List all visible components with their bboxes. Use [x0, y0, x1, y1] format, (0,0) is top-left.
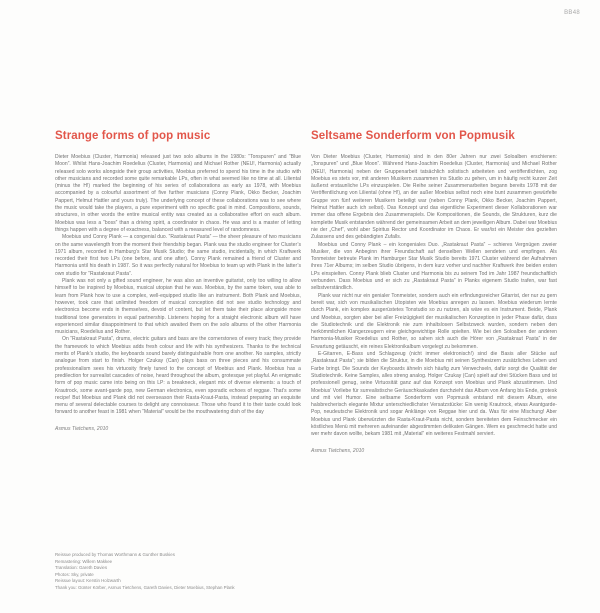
text-columns: [55, 130, 557, 455]
german-author-signature: Asmus Tietchens, 2010: [311, 447, 365, 454]
german-paragraph-1: Von Dieter Moebius (Cluster, Harmonia) sind in den 80er Jahren nur zwei Soloalben erschienen: „Tonspuren“ und „Blue Moon“. Während Hans-Joachim Roedelius (Cluster, Harmonia) und Michael Rother (NEU!, Harmonia) neben der Gruppenarbeit tatsächlich solistisch arbeiteten und veröffentlichten, zog Moebius es stets vor, mit anderen Musikern zusammen ins Studio zu gehen, um in häufig recht kurzer Zeit äußerst erstaunliche LPs einzuspielen. Die Reihe seiner Zusammenarbeiten begann bereits 1978 mit der Veröffentlichung von Liliental (ohne H!), an der außer Moebius selbst noch eine bunt zusammen gewürfelte Gruppe von fünf weiteren Musikern beteiligt war (neben Conny Plank, Okko Becker, Joachim Pappert, Helmut Hattler auch ich selbst). Das Konzept und das eigentliche Experiment dieser Kollaborationen war immer das offene Ergebnis des Zusammenspiels. Die Kompositionen, die Sounds, die Strukturen, kurz die komplette Musik entstanden während der gemeinsamen Arbeit an dem jeweiligen Album. Dabei war Moebius nie der „Chef“, wohl aber Spiritus Rector und Koordinator im Chaos. Er war/ist ein Meister des gezielten Zulassens und des gebändigten Zufalls.: [311, 154, 557, 241]
credit-line-remastering: Remastering: Willem Makkee: [55, 558, 113, 564]
german-paragraph-3: Plank war nicht nur ein genialer Tonmeister, sondern auch ein erfindungsreicher Gitarrist, der nur zu gern bereit war, sich von musikalischen Utopisten wie Moebius anregen zu lassen. Moebius wiederum lernte durch Plank, ein komplex ausgerüstetes Tonstudio so zu nutzen, als wäre es ein Instrument. Beide, Plank und Moebius, sorgten aber bei aller Freizügigkeit der musikalischen Konzeption in jeder Phase dafür, dass die Studiotechnik und die Elektronik nie zum inhaltslosen Selbstzweck wurden, sondern neben den herkömmlichen Klangerzeugern eine gleichgewichtige Rolle spielten. Wie bei den Soloalben der anderen Harmonia-Musiker Roedelius und Rother, so sahen sich auch die Hörer von „Rastakraut Pasta“ in der Erwartung getäuscht, ein reines Elektronikalbum vorgelegt zu bekommen.: [311, 292, 557, 350]
english-paragraph-3: Plank was not only a gifted sound engineer, he was also an inventive guitarist, only too willing to allow himself to be inspired by Moebius, musical utopian that he was. Moebius, by the same token, was able to learn from Plank how to use a complex, well-equipped studio like an instrument. Both Plank and Moebius, however, took care that unlimited freedom of musical conception did not see studio technology and electronics become ends in themselves, devoid of content, but let them take their place alongside more traditional tone generators in equal partnership. Listeners hoping for a straight electronic album will have experienced similar disappointment to that which awaited them on the solo albums of the other Harmonia musicians, Roedelius and Rother.: [55, 278, 301, 336]
english-paragraph-1: Dieter Moebius (Cluster, Harmonia) released just two solo albums in the 1980s: “Tonspuren” and “Blue Moon”. Whilst Hans-Joachim Roedelius (Cluster, Harmonia) and Michael Rother (NEU!, Harmonia) actually released solo works alongside their group activities, Moebius preferred to spend his time in the studio with other musicians and recorded some quite remarkable LPs, often in what seemed like no time at all. Liliental (minus the H!) marked the beginning of his series of collaborations as early as 1978, with Moebius accompanied by a colourful assortment of five further musicians (Conny Plank, Okko Becker, Joachim Pappert, Helmut Hattler and yours truly). The underlying concept of these collaborations was to see where the music would take the players, a pure experiment with no specific goal in mind. Compositions, sounds, structures, in other words the entire musical entity was created as a collaborative effort on each album. Moebius was less a “boss” than a driving spirit, a coordinator in chaos. He was and is a master of letting things happen with a degree of exactness, balanced with a measured level of randomness.: [55, 154, 301, 233]
german-heading: Seltsame Sonderform von Popmusik: [311, 130, 515, 142]
german-paragraph-2: Moebius und Conny Plank – ein kongeniales Duo. „Rastakraut Pasta“ – schieres Vergnügen zweier Musiker, die von Anbeginn ihrer Freundschaft auf denselben Wellen sendeten und empfingen. Als Tonmeister betreute Plank im Hamburger Star Musik Studio bereits 1971 Cluster während der Aufnahmen ihres 71er Albums; im selben Studio übrigens, in dem kurz vorher und nachher Kraftwerk ihre beiden ersten LPs einspielten. Conny Plank blieb Cluster und Harmonia bis zu seinem Tod im Jahr 1987 freundschaftlich verbunden. Dass Moebius und er sich zu „Rastakraut Pasta“ in Planks eigenem Studio trafen, war fast selbstverständlich.: [311, 241, 557, 292]
credit-line-translation: Translation: Gareth Davies: [55, 565, 108, 570]
german-paragraph-4: E-Gitarren, E-Bass und Schlagzeug (nicht immer elektronisch!) sind die Basis aller Stücke auf „Rastakraut Pasta“; sie bilden die Struktur, in die Moebius mit seinen Synthesizern zusätzliches Leben und Farbe bringt. Die Sounds der Keyboards ähneln sich häufig zum Verwechseln, dafür sorgt die Qualität der Studiotechnik. Keine Samples, alles streng analog. Holger Czukay (Can) spielt auf drei Stücken Bass und ist professionell genug, seine Virtuosität ganz auf das Konzept von Moebius und Plank abzustimmen. Und Moebius’ Vorliebe für surrealistische Geräuschkaskaden durchzieht das Album von Anfang bis Ende, grotesk und mit viel Humor. Eine seltsame Sonderform von Popmusik entstand mit diesem Album, eine halsbrecherisch elegante Mixtur unterschiedlichster Versatzstücke: Ein wenig Krautrock, etwas Avantgarde-Pop, neudeutsche Elektronik und sogar Anklänge von Reggae hier und da. Was für eine Mischung! Aber Moebius und Plank überwürzten die Rasta-Kraut-Pasta nicht, sondern bereiteten dem Feinschmecker ein köstliches Menü mit mehreren aufeinander abgestimmten delikaten Gängen. Wem es geschmeckt hatte und wer mehr davon wollte, bekam 1981 mit „Material“ ein weiteres Festmahl serviert.: [311, 351, 557, 438]
catalog-number: BB48: [564, 10, 580, 16]
english-author-signature: Asmus Tietchens, 2010: [55, 425, 109, 432]
credits-block: [55, 552, 385, 591]
german-column: [311, 130, 557, 455]
credit-line-thank-you: Thank you: Günter Körber, Asmus Tietchens, Gareth Davies, Dieter Moebius, Stephan Plank: [55, 584, 235, 590]
english-heading: Strange forms of pop music: [55, 130, 211, 142]
credit-line-photos: Photos: Sky, private: [55, 571, 94, 577]
english-column: [55, 130, 301, 455]
credit-line-reissue-produced: Reissue produced by Thomas Worthmann & Gunther Buskies: [55, 552, 175, 557]
credit-line-layout: Reissue layout: Kerstin Holzwarth: [55, 578, 121, 583]
english-paragraph-4: On “Rastakraut Pasta”, drums, electric guitars and bass are the cornerstones of every track; they provide the framework to which Moebius adds fresh colour and life with his synthesizers. Thanks to the technical merits of Plank’s studio, the keyboards sound barely distinguishable from one another. No samples, strictly analogue from start to finish. Holger Czukay (Can) plays bass on three pieces and his consummate professionalism sees his virtuosity finely tuned to the concept of Moebius and Plank. Moebius has a predilection for surrealist cascades of noise, heard throughout the album, grotesque yet playful. An enigmatic form of pop music came into being on this LP: a breakneck, elegant mix of diverse elements: a touch of Krautrock, some avant-garde pop, new German electronica, even sporadic echoes of reggae. That’s some recipe! But Moebius and Plank did not overseason their Rasta-Kraut-Pasta, instead preparing an exquisite menu of several delectable courses to delight any connoisseur. Those who found it to their taste could look forward to another feast in 1981 when “Material” would be the mouthwatering dish of the day: [55, 336, 301, 416]
english-paragraph-2: Moebius und Conny Plank — a congenial duo. “Rastakraut Pasta” — the sheer pleasure of two musicians on the same wavelength from the moment their friendship began. Plank was the studio engineer for Cluster’s 1971 album, recorded in Hamburg’s Star Musik Studio; the same studio, incidentally, in which Kraftwerk recorded their first two LPs (one before, and one after). Conny Plank remained a friend of Cluster and Harmonia until his death in 1987. So it was perfectly natural for Moebius to team up with Plank in the latter’s own studio for “Rastakraut Pasta”.: [55, 234, 301, 277]
